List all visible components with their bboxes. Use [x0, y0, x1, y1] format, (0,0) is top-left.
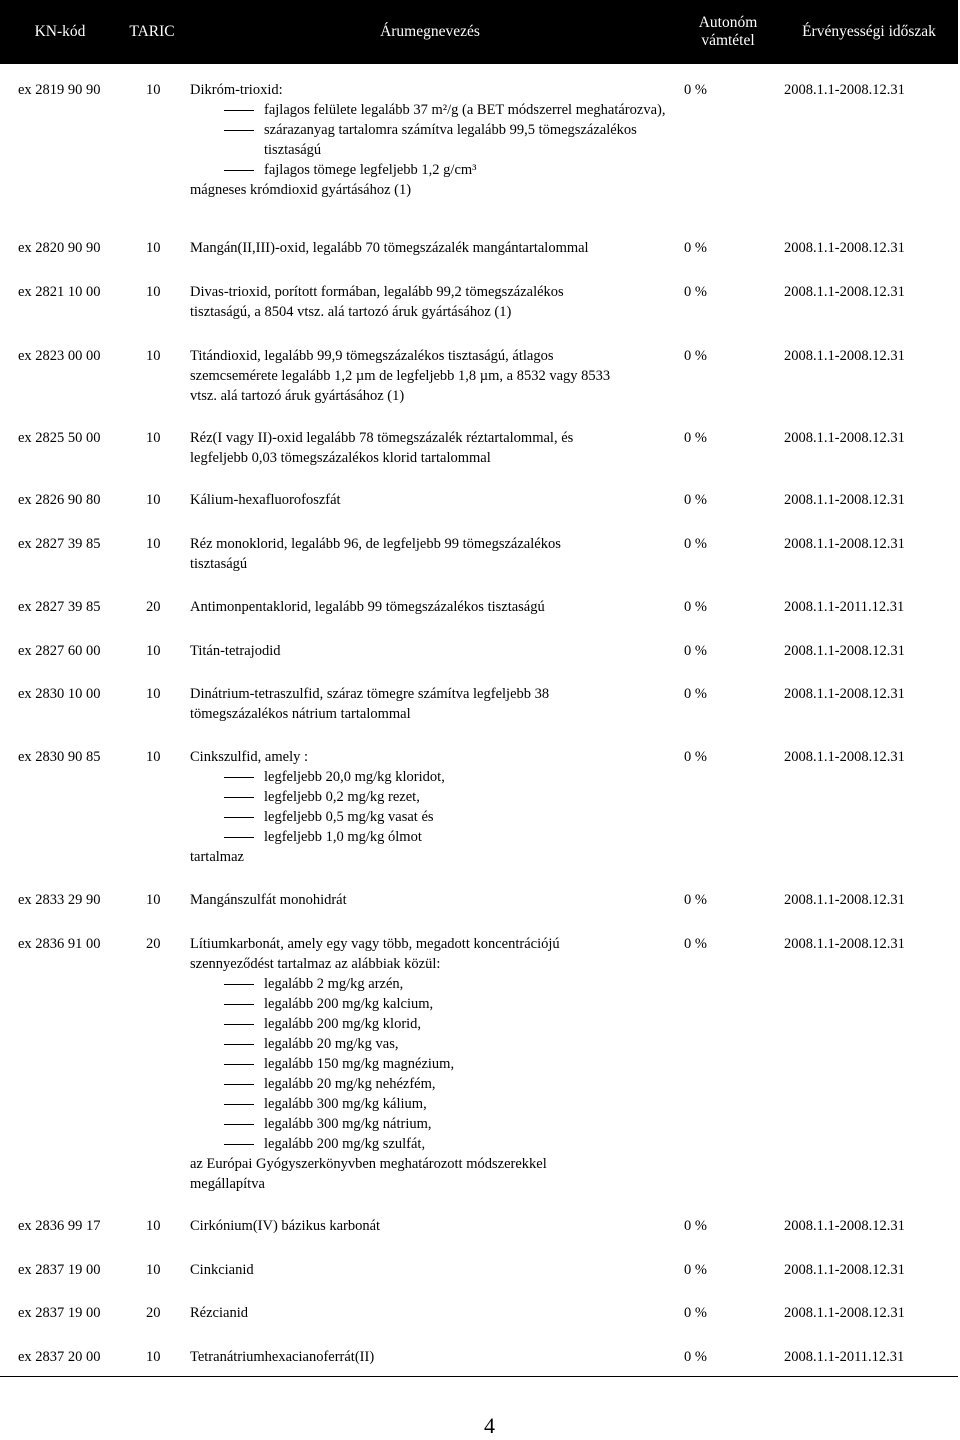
taric-cell: 10 — [146, 686, 161, 702]
description-line: Dikróm-trioxid: — [190, 82, 283, 98]
header-duty-rate — [676, 0, 780, 64]
duty-rate-cell: 0 % — [684, 1349, 707, 1365]
description-cell — [190, 238, 675, 258]
duty-rate-cell: 0 % — [684, 82, 707, 98]
taric-cell: 10 — [146, 749, 161, 765]
description-tail-line: mágneses krómdioxid gyártásához (1) — [190, 182, 412, 198]
description-line: Kálium-hexafluorofoszfát — [190, 492, 341, 508]
header-taric: TARIC — [129, 23, 175, 40]
duty-rate-cell: 0 % — [684, 430, 707, 446]
description-line: Cinkszulfid, amely : — [190, 749, 308, 765]
header-duty-rate-line1: Autonóm — [698, 14, 758, 31]
validity-period-cell: 2008.1.1-2008.12.31 — [784, 240, 905, 256]
description-line: Cirkónium(IV) bázikus karbonát — [190, 1218, 381, 1234]
description-line: tömegszázalékos nátrium tartalommal — [190, 706, 411, 722]
validity-period-cell: 2008.1.1-2008.12.31 — [784, 892, 905, 908]
description-cell — [190, 684, 675, 724]
duty-rate-cell: 0 % — [684, 240, 707, 256]
duty-rate-cell: 0 % — [684, 536, 707, 552]
duty-rate-cell: 0 % — [684, 599, 707, 615]
duty-rate-cell: 0 % — [684, 936, 707, 952]
validity-period-cell: 2008.1.1-2008.12.31 — [784, 492, 905, 508]
header-kn-code: KN-kód — [34, 23, 86, 40]
description-cell — [190, 428, 675, 468]
description-cell — [190, 747, 675, 867]
taric-cell: 10 — [146, 1218, 161, 1234]
description-line: vtsz. alá tartozó áruk gyártásához (1) — [190, 388, 405, 404]
kn-code-cell: ex 2830 90 85 — [18, 749, 101, 765]
description-cell — [190, 641, 675, 661]
description-cell — [190, 934, 675, 1194]
description-dash-item: legfeljebb 0,5 mg/kg vasat és — [190, 807, 675, 827]
description-cell — [190, 282, 675, 322]
description-line: tisztaságú — [190, 556, 248, 572]
kn-code-cell: ex 2827 39 85 — [18, 536, 101, 552]
kn-code-cell: ex 2825 50 00 — [18, 430, 101, 446]
description-cell — [190, 1347, 675, 1367]
validity-period-cell: 2008.1.1-2008.12.31 — [784, 1218, 905, 1234]
taric-cell: 10 — [146, 492, 161, 508]
taric-cell: 10 — [146, 643, 161, 659]
description-tail-line: az Európai Gyógyszerkönyvben meghatározott módszerekkel — [190, 1156, 547, 1172]
duty-rate-cell: 0 % — [684, 1305, 707, 1321]
description-line: Cinkcianid — [190, 1262, 254, 1278]
description-cell — [190, 346, 675, 406]
validity-period-cell: 2008.1.1-2008.12.31 — [784, 749, 905, 765]
description-line: Rézcianid — [190, 1305, 248, 1321]
kn-code-cell: ex 2836 91 00 — [18, 936, 101, 952]
duty-rate-cell: 0 % — [684, 643, 707, 659]
description-cell — [190, 1260, 675, 1280]
kn-code-cell: ex 2837 19 00 — [18, 1305, 101, 1321]
validity-period-cell: 2008.1.1-2008.12.31 — [784, 936, 905, 952]
validity-period-cell: 2008.1.1-2008.12.31 — [784, 1305, 905, 1321]
validity-period-cell: 2008.1.1-2008.12.31 — [784, 284, 905, 300]
description-line: tisztaságú, a 8504 vtsz. alá tartozó áruk gyártásához (1) — [190, 304, 512, 320]
taric-cell: 10 — [146, 430, 161, 446]
duty-rate-cell: 0 % — [684, 686, 707, 702]
description-dash-item: legalább 2 mg/kg arzén, — [190, 974, 675, 994]
description-dash-item: legalább 20 mg/kg nehézfém, — [190, 1074, 675, 1094]
table-header — [0, 0, 958, 64]
description-dash-item: legalább 20 mg/kg vas, — [190, 1034, 675, 1054]
duty-rate-cell: 0 % — [684, 892, 707, 908]
kn-code-cell: ex 2827 60 00 — [18, 643, 101, 659]
taric-cell: 10 — [146, 1349, 161, 1365]
description-dash-item: szárazanyag tartalomra számítva legalább 99,5 tömegszázalékos tisztaságú — [190, 120, 675, 160]
description-cell — [190, 890, 675, 910]
description-tail-line: tartalmaz — [190, 849, 244, 865]
description-line: szennyeződést tartalmaz az alábbiak közül: — [190, 956, 441, 972]
description-cell — [190, 1216, 675, 1236]
kn-code-cell: ex 2820 90 90 — [18, 240, 101, 256]
description-line: Réz(I vagy II)-oxid legalább 78 tömegszázalék réztartalommal, és — [190, 430, 574, 446]
description-line: Antimonpentaklorid, legalább 99 tömegszázalékos tisztaságú — [190, 599, 545, 615]
taric-cell: 10 — [146, 284, 161, 300]
kn-code-cell: ex 2837 20 00 — [18, 1349, 101, 1365]
description-cell — [190, 597, 675, 617]
description-dash-item: fajlagos tömege legfeljebb 1,2 g/cm³ — [190, 160, 675, 180]
description-line: Titán-tetrajodid — [190, 643, 281, 659]
taric-cell: 20 — [146, 599, 161, 615]
kn-code-cell: ex 2830 10 00 — [18, 686, 101, 702]
description-line: szemcsemérete legalább 1,2 µm de legfeljebb 1,8 µm, a 8532 vagy 8533 — [190, 368, 611, 384]
header-duty-rate-line2: vámtétel — [701, 32, 755, 49]
duty-rate-cell: 0 % — [684, 284, 707, 300]
description-line: Réz monoklorid, legalább 96, de legfeljebb 99 tömegszázalékos — [190, 536, 561, 552]
description-dash-item: legfeljebb 1,0 mg/kg ólmot — [190, 827, 675, 847]
validity-period-cell: 2008.1.1-2008.12.31 — [784, 643, 905, 659]
page-number: 4 — [484, 1413, 495, 1438]
validity-period-cell: 2008.1.1-2008.12.31 — [784, 536, 905, 552]
bottom-rule — [0, 1376, 958, 1377]
taric-cell: 10 — [146, 82, 161, 98]
validity-period-cell: 2008.1.1-2008.12.31 — [784, 686, 905, 702]
kn-code-cell: ex 2823 00 00 — [18, 348, 101, 364]
taric-cell: 20 — [146, 936, 161, 952]
duty-rate-cell: 0 % — [684, 348, 707, 364]
description-line: Mangán(II,III)-oxid, legalább 70 tömegszázalék mangántartalommal — [190, 240, 589, 256]
description-dash-item: legalább 300 mg/kg kálium, — [190, 1094, 675, 1114]
validity-period-cell: 2008.1.1-2008.12.31 — [784, 82, 905, 98]
validity-period-cell: 2008.1.1-2011.12.31 — [784, 1349, 905, 1365]
kn-code-cell: ex 2836 99 17 — [18, 1218, 101, 1234]
kn-code-cell: ex 2826 90 80 — [18, 492, 101, 508]
taric-cell: 10 — [146, 240, 161, 256]
description-line: Tetranátriumhexacianoferrát(II) — [190, 1349, 375, 1365]
description-line: Titándioxid, legalább 99,9 tömegszázalékos tisztaságú, átlagos — [190, 348, 554, 364]
kn-code-cell: ex 2819 90 90 — [18, 82, 101, 98]
description-line: Mangánszulfát monohidrát — [190, 892, 347, 908]
duty-rate-cell: 0 % — [684, 492, 707, 508]
taric-cell: 10 — [146, 348, 161, 364]
validity-period-cell: 2008.1.1-2011.12.31 — [784, 599, 905, 615]
description-dash-item: legalább 200 mg/kg szulfát, — [190, 1134, 675, 1154]
header-description: Árumegnevezés — [380, 23, 480, 40]
description-dash-item: legalább 150 mg/kg magnézium, — [190, 1054, 675, 1074]
duty-rate-cell: 0 % — [684, 1262, 707, 1278]
kn-code-cell: ex 2833 29 90 — [18, 892, 101, 908]
description-line: Dinátrium-tetraszulfid, száraz tömegre számítva legfeljebb 38 — [190, 686, 550, 702]
description-line: legfeljebb 0,03 tömegszázalékos klorid tartalommal — [190, 450, 491, 466]
header-validity-period: Érvényességi időszak — [802, 23, 936, 40]
description-dash-item: legalább 200 mg/kg kalcium, — [190, 994, 675, 1014]
validity-period-cell: 2008.1.1-2008.12.31 — [784, 430, 905, 446]
description-line: Divas-trioxid, porított formában, legalább 99,2 tömegszázalékos — [190, 284, 564, 300]
taric-cell: 20 — [146, 1305, 161, 1321]
description-dash-item: fajlagos felülete legalább 37 m²/g (a BET módszerrel meghatározva), — [190, 100, 675, 120]
kn-code-cell: ex 2837 19 00 — [18, 1262, 101, 1278]
validity-period-cell: 2008.1.1-2008.12.31 — [784, 348, 905, 364]
taric-cell: 10 — [146, 536, 161, 552]
description-line: Lítiumkarbonát, amely egy vagy több, megadott koncentrációjú — [190, 936, 560, 952]
taric-cell: 10 — [146, 1262, 161, 1278]
description-cell — [190, 1303, 675, 1323]
taric-cell: 10 — [146, 892, 161, 908]
description-tail-line: megállapítva — [190, 1176, 265, 1192]
duty-rate-cell: 0 % — [684, 749, 707, 765]
validity-period-cell: 2008.1.1-2008.12.31 — [784, 1262, 905, 1278]
description-dash-item: legalább 300 mg/kg nátrium, — [190, 1114, 675, 1134]
kn-code-cell: ex 2821 10 00 — [18, 284, 101, 300]
description-cell — [190, 490, 675, 510]
duty-rate-cell: 0 % — [684, 1218, 707, 1234]
description-cell — [190, 534, 675, 574]
description-dash-item: legalább 200 mg/kg klorid, — [190, 1014, 675, 1034]
description-dash-item: legfeljebb 20,0 mg/kg kloridot, — [190, 767, 675, 787]
description-dash-item: legfeljebb 0,2 mg/kg rezet, — [190, 787, 675, 807]
kn-code-cell: ex 2827 39 85 — [18, 599, 101, 615]
description-cell — [190, 80, 675, 200]
